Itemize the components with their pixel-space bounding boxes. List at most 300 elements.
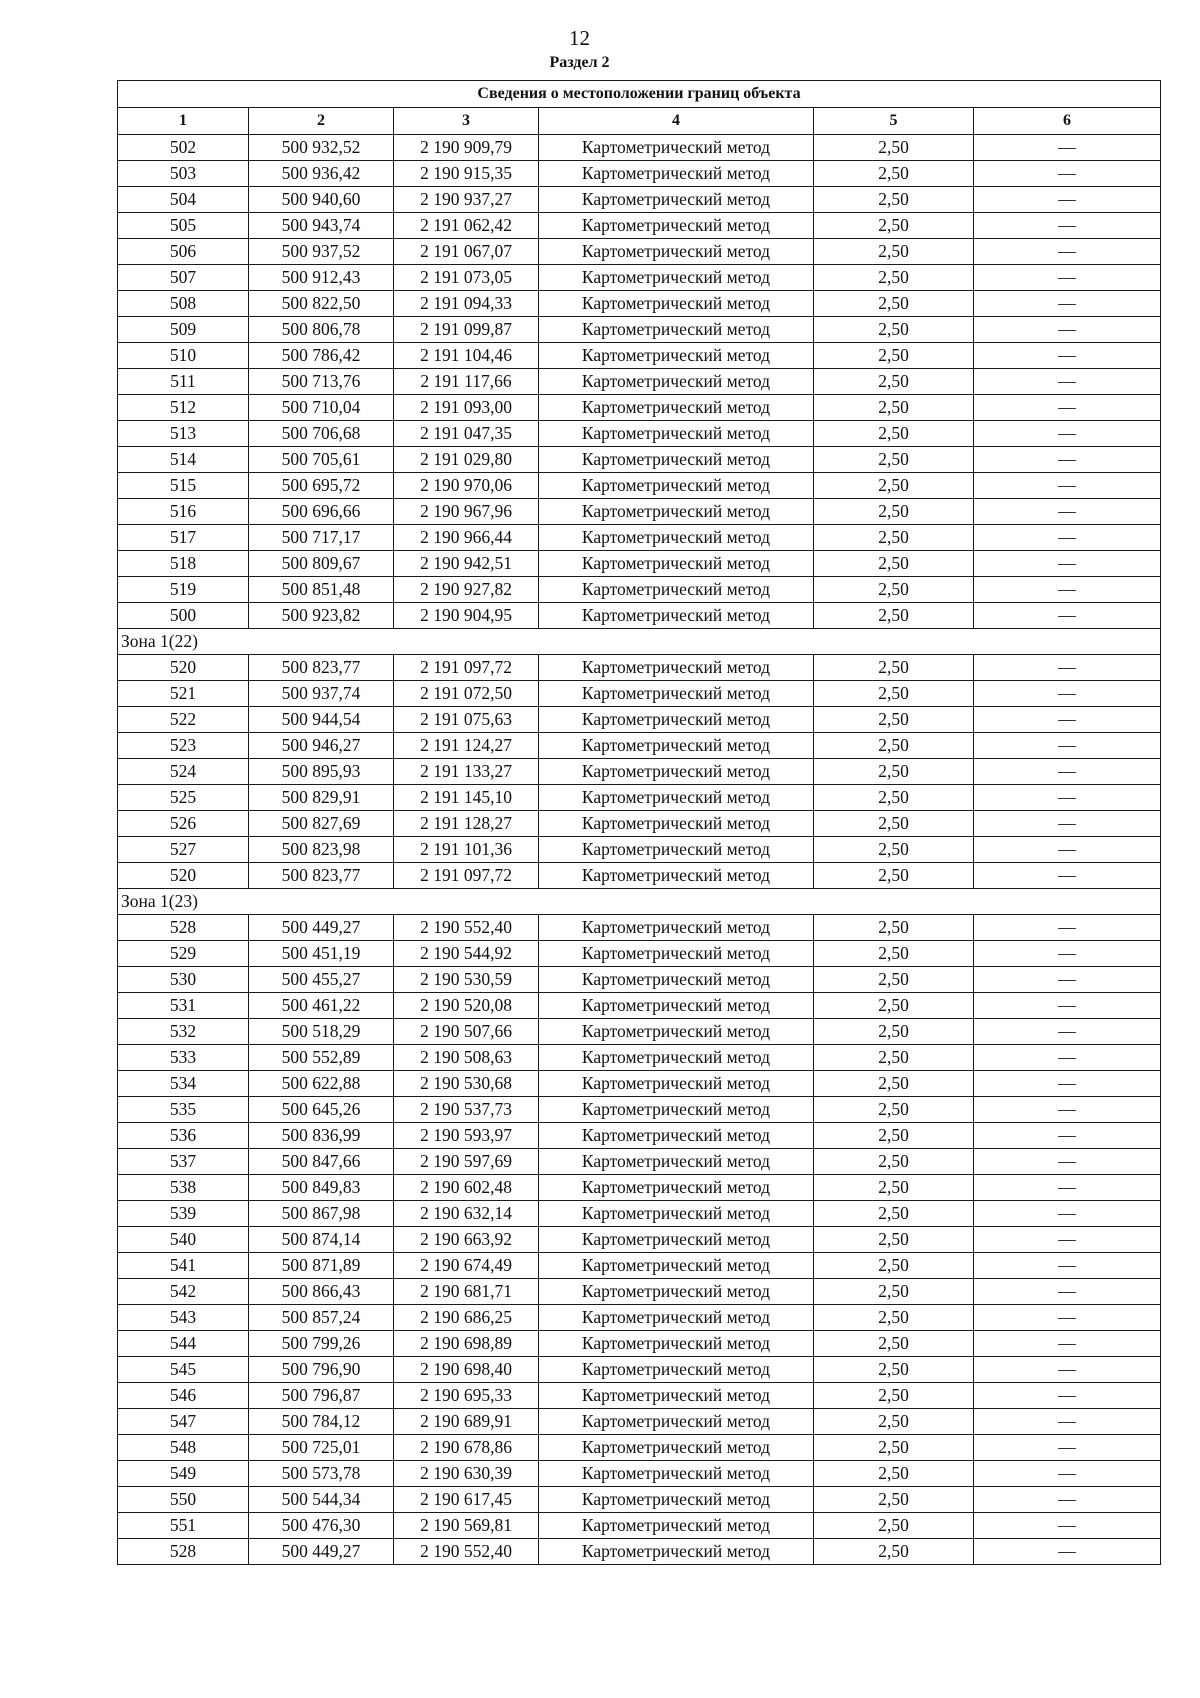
method-cell: Картометрический метод	[539, 551, 814, 577]
table-row	[118, 993, 1161, 1019]
x-coordinate-cell: 500 806,78	[249, 317, 394, 343]
table-row	[118, 317, 1161, 343]
description-cell: —	[974, 1383, 1161, 1409]
description-cell: —	[974, 837, 1161, 863]
y-coordinate-cell: 2 190 967,96	[394, 499, 539, 525]
x-coordinate-cell: 500 932,52	[249, 135, 394, 161]
x-coordinate-cell: 500 944,54	[249, 707, 394, 733]
x-coordinate-cell: 500 936,42	[249, 161, 394, 187]
y-coordinate-cell: 2 191 062,42	[394, 213, 539, 239]
description-cell: —	[974, 1305, 1161, 1331]
x-coordinate-cell: 500 857,24	[249, 1305, 394, 1331]
column-header: 5	[814, 108, 974, 135]
table-row	[118, 785, 1161, 811]
x-coordinate-cell: 500 449,27	[249, 915, 394, 941]
table-row	[118, 447, 1161, 473]
description-cell: —	[974, 967, 1161, 993]
point-number-cell: 505	[118, 213, 249, 239]
accuracy-cell: 2,50	[814, 239, 974, 265]
y-coordinate-cell: 2 191 133,27	[394, 759, 539, 785]
method-cell: Картометрический метод	[539, 1227, 814, 1253]
x-coordinate-cell: 500 451,19	[249, 941, 394, 967]
method-cell: Картометрический метод	[539, 1487, 814, 1513]
point-number-cell: 520	[118, 863, 249, 889]
accuracy-cell: 2,50	[814, 1279, 974, 1305]
accuracy-cell: 2,50	[814, 291, 974, 317]
point-number-cell: 548	[118, 1435, 249, 1461]
y-coordinate-cell: 2 190 937,27	[394, 187, 539, 213]
table-row	[118, 1019, 1161, 1045]
accuracy-cell: 2,50	[814, 1045, 974, 1071]
y-coordinate-cell: 2 190 630,39	[394, 1461, 539, 1487]
description-cell: —	[974, 993, 1161, 1019]
method-cell: Картометрический метод	[539, 837, 814, 863]
x-coordinate-cell: 500 518,29	[249, 1019, 394, 1045]
table-title: Сведения о местоположении границ объекта	[118, 81, 1161, 108]
point-number-cell: 514	[118, 447, 249, 473]
x-coordinate-cell: 500 866,43	[249, 1279, 394, 1305]
method-cell: Картометрический метод	[539, 343, 814, 369]
description-cell: —	[974, 317, 1161, 343]
accuracy-cell: 2,50	[814, 551, 974, 577]
point-number-cell: 513	[118, 421, 249, 447]
description-cell: —	[974, 1409, 1161, 1435]
y-coordinate-cell: 2 190 569,81	[394, 1513, 539, 1539]
accuracy-cell: 2,50	[814, 707, 974, 733]
y-coordinate-cell: 2 190 970,06	[394, 473, 539, 499]
description-cell: —	[974, 655, 1161, 681]
y-coordinate-cell: 2 191 145,10	[394, 785, 539, 811]
accuracy-cell: 2,50	[814, 915, 974, 941]
description-cell: —	[974, 213, 1161, 239]
description-cell: —	[974, 1513, 1161, 1539]
description-cell: —	[974, 1149, 1161, 1175]
accuracy-cell: 2,50	[814, 759, 974, 785]
y-coordinate-cell: 2 190 689,91	[394, 1409, 539, 1435]
x-coordinate-cell: 500 705,61	[249, 447, 394, 473]
method-cell: Картометрический метод	[539, 265, 814, 291]
x-coordinate-cell: 500 827,69	[249, 811, 394, 837]
x-coordinate-cell: 500 937,74	[249, 681, 394, 707]
table-row	[118, 733, 1161, 759]
description-cell: —	[974, 1461, 1161, 1487]
method-cell: Картометрический метод	[539, 1097, 814, 1123]
point-number-cell: 507	[118, 265, 249, 291]
accuracy-cell: 2,50	[814, 317, 974, 343]
method-cell: Картометрический метод	[539, 447, 814, 473]
accuracy-cell: 2,50	[814, 993, 974, 1019]
x-coordinate-cell: 500 829,91	[249, 785, 394, 811]
accuracy-cell: 2,50	[814, 1513, 974, 1539]
x-coordinate-cell: 500 552,89	[249, 1045, 394, 1071]
point-number-cell: 529	[118, 941, 249, 967]
point-number-cell: 508	[118, 291, 249, 317]
method-cell: Картометрический метод	[539, 1383, 814, 1409]
zone-row	[118, 629, 1161, 655]
accuracy-cell: 2,50	[814, 1461, 974, 1487]
method-cell: Картометрический метод	[539, 1149, 814, 1175]
table-row	[118, 1383, 1161, 1409]
table-row	[118, 525, 1161, 551]
accuracy-cell: 2,50	[814, 1149, 974, 1175]
method-cell: Картометрический метод	[539, 1409, 814, 1435]
method-cell: Картометрический метод	[539, 1331, 814, 1357]
accuracy-cell: 2,50	[814, 135, 974, 161]
y-coordinate-cell: 2 190 617,45	[394, 1487, 539, 1513]
table-row	[118, 759, 1161, 785]
y-coordinate-cell: 2 190 686,25	[394, 1305, 539, 1331]
accuracy-cell: 2,50	[814, 525, 974, 551]
description-cell: —	[974, 1227, 1161, 1253]
point-number-cell: 526	[118, 811, 249, 837]
x-coordinate-cell: 500 874,14	[249, 1227, 394, 1253]
description-cell: —	[974, 525, 1161, 551]
page-number: 12	[569, 26, 590, 50]
table-row	[118, 213, 1161, 239]
x-coordinate-cell: 500 809,67	[249, 551, 394, 577]
y-coordinate-cell: 2 191 093,00	[394, 395, 539, 421]
method-cell: Картометрический метод	[539, 785, 814, 811]
column-header: 4	[539, 108, 814, 135]
method-cell: Картометрический метод	[539, 161, 814, 187]
point-number-cell: 518	[118, 551, 249, 577]
table-row	[118, 1071, 1161, 1097]
point-number-cell: 537	[118, 1149, 249, 1175]
zone-row	[118, 889, 1161, 915]
method-cell: Картометрический метод	[539, 1201, 814, 1227]
table-row	[118, 1045, 1161, 1071]
point-number-cell: 519	[118, 577, 249, 603]
x-coordinate-cell: 500 867,98	[249, 1201, 394, 1227]
y-coordinate-cell: 2 190 927,82	[394, 577, 539, 603]
x-coordinate-cell: 500 455,27	[249, 967, 394, 993]
y-coordinate-cell: 2 191 094,33	[394, 291, 539, 317]
method-cell: Картометрический метод	[539, 733, 814, 759]
accuracy-cell: 2,50	[814, 1331, 974, 1357]
x-coordinate-cell: 500 823,98	[249, 837, 394, 863]
description-cell: —	[974, 1071, 1161, 1097]
method-cell: Картометрический метод	[539, 317, 814, 343]
description-cell: —	[974, 941, 1161, 967]
x-coordinate-cell: 500 849,83	[249, 1175, 394, 1201]
y-coordinate-cell: 2 190 698,89	[394, 1331, 539, 1357]
table-row	[118, 265, 1161, 291]
accuracy-cell: 2,50	[814, 941, 974, 967]
section-title: Раздел 2	[549, 54, 610, 71]
table-row	[118, 707, 1161, 733]
description-cell: —	[974, 1487, 1161, 1513]
table-row	[118, 915, 1161, 941]
description-cell: —	[974, 1279, 1161, 1305]
point-number-cell: 512	[118, 395, 249, 421]
y-coordinate-cell: 2 190 508,63	[394, 1045, 539, 1071]
description-cell: —	[974, 603, 1161, 629]
accuracy-cell: 2,50	[814, 837, 974, 863]
point-number-cell: 509	[118, 317, 249, 343]
table-row	[118, 681, 1161, 707]
accuracy-cell: 2,50	[814, 1487, 974, 1513]
y-coordinate-cell: 2 191 104,46	[394, 343, 539, 369]
table-row	[118, 1487, 1161, 1513]
table-row	[118, 1123, 1161, 1149]
table-row	[118, 1539, 1161, 1565]
x-coordinate-cell: 500 847,66	[249, 1149, 394, 1175]
description-cell: —	[974, 161, 1161, 187]
table-row	[118, 135, 1161, 161]
method-cell: Картометрический метод	[539, 1305, 814, 1331]
description-cell: —	[974, 707, 1161, 733]
column-header: 1	[118, 108, 249, 135]
description-cell: —	[974, 1539, 1161, 1565]
method-cell: Картометрический метод	[539, 993, 814, 1019]
accuracy-cell: 2,50	[814, 1253, 974, 1279]
description-cell: —	[974, 1019, 1161, 1045]
y-coordinate-cell: 2 190 597,69	[394, 1149, 539, 1175]
point-number-cell: 523	[118, 733, 249, 759]
accuracy-cell: 2,50	[814, 343, 974, 369]
accuracy-cell: 2,50	[814, 265, 974, 291]
point-number-cell: 528	[118, 1539, 249, 1565]
accuracy-cell: 2,50	[814, 473, 974, 499]
description-cell: —	[974, 369, 1161, 395]
x-coordinate-cell: 500 786,42	[249, 343, 394, 369]
accuracy-cell: 2,50	[814, 447, 974, 473]
method-cell: Картометрический метод	[539, 1071, 814, 1097]
table-row	[118, 343, 1161, 369]
accuracy-cell: 2,50	[814, 1539, 974, 1565]
description-cell: —	[974, 811, 1161, 837]
method-cell: Картометрический метод	[539, 1539, 814, 1565]
accuracy-cell: 2,50	[814, 863, 974, 889]
x-coordinate-cell: 500 836,99	[249, 1123, 394, 1149]
x-coordinate-cell: 500 822,50	[249, 291, 394, 317]
description-cell: —	[974, 733, 1161, 759]
point-number-cell: 540	[118, 1227, 249, 1253]
y-coordinate-cell: 2 191 101,36	[394, 837, 539, 863]
accuracy-cell: 2,50	[814, 811, 974, 837]
description-cell: —	[974, 1201, 1161, 1227]
point-number-cell: 521	[118, 681, 249, 707]
method-cell: Картометрический метод	[539, 1123, 814, 1149]
point-number-cell: 525	[118, 785, 249, 811]
description-cell: —	[974, 1097, 1161, 1123]
y-coordinate-cell: 2 191 124,27	[394, 733, 539, 759]
x-coordinate-cell: 500 912,43	[249, 265, 394, 291]
accuracy-cell: 2,50	[814, 1305, 974, 1331]
accuracy-cell: 2,50	[814, 213, 974, 239]
table-row	[118, 161, 1161, 187]
method-cell: Картометрический метод	[539, 1045, 814, 1071]
point-number-cell: 510	[118, 343, 249, 369]
table-row	[118, 499, 1161, 525]
x-coordinate-cell: 500 449,27	[249, 1539, 394, 1565]
point-number-cell: 520	[118, 655, 249, 681]
point-number-cell: 541	[118, 1253, 249, 1279]
table-row	[118, 603, 1161, 629]
accuracy-cell: 2,50	[814, 655, 974, 681]
column-header: 3	[394, 108, 539, 135]
x-coordinate-cell: 500 823,77	[249, 863, 394, 889]
point-number-cell: 527	[118, 837, 249, 863]
description-cell: —	[974, 499, 1161, 525]
point-number-cell: 536	[118, 1123, 249, 1149]
point-number-cell: 550	[118, 1487, 249, 1513]
y-coordinate-cell: 2 191 099,87	[394, 317, 539, 343]
table-row	[118, 421, 1161, 447]
accuracy-cell: 2,50	[814, 421, 974, 447]
zone-label: Зона 1(22)	[118, 629, 1161, 655]
table-row	[118, 187, 1161, 213]
y-coordinate-cell: 2 190 915,35	[394, 161, 539, 187]
x-coordinate-cell: 500 706,68	[249, 421, 394, 447]
point-number-cell: 528	[118, 915, 249, 941]
table-row	[118, 1409, 1161, 1435]
table-row	[118, 863, 1161, 889]
x-coordinate-cell: 500 871,89	[249, 1253, 394, 1279]
table-row	[118, 655, 1161, 681]
description-cell: —	[974, 915, 1161, 941]
table-body	[118, 135, 1161, 1565]
accuracy-cell: 2,50	[814, 603, 974, 629]
point-number-cell: 549	[118, 1461, 249, 1487]
point-number-cell: 502	[118, 135, 249, 161]
x-coordinate-cell: 500 725,01	[249, 1435, 394, 1461]
accuracy-cell: 2,50	[814, 1357, 974, 1383]
point-number-cell: 535	[118, 1097, 249, 1123]
accuracy-cell: 2,50	[814, 577, 974, 603]
method-cell: Картометрический метод	[539, 1253, 814, 1279]
table-row	[118, 1201, 1161, 1227]
table-row	[118, 837, 1161, 863]
x-coordinate-cell: 500 796,90	[249, 1357, 394, 1383]
y-coordinate-cell: 2 191 029,80	[394, 447, 539, 473]
y-coordinate-cell: 2 190 537,73	[394, 1097, 539, 1123]
x-coordinate-cell: 500 943,74	[249, 213, 394, 239]
y-coordinate-cell: 2 190 681,71	[394, 1279, 539, 1305]
column-header: 2	[249, 108, 394, 135]
point-number-cell: 534	[118, 1071, 249, 1097]
y-coordinate-cell: 2 190 544,92	[394, 941, 539, 967]
y-coordinate-cell: 2 190 552,40	[394, 915, 539, 941]
table-row	[118, 473, 1161, 499]
accuracy-cell: 2,50	[814, 187, 974, 213]
y-coordinate-cell: 2 191 047,35	[394, 421, 539, 447]
point-number-cell: 506	[118, 239, 249, 265]
x-coordinate-cell: 500 710,04	[249, 395, 394, 421]
y-coordinate-cell: 2 190 698,40	[394, 1357, 539, 1383]
x-coordinate-cell: 500 695,72	[249, 473, 394, 499]
method-cell: Картометрический метод	[539, 1357, 814, 1383]
description-cell: —	[974, 1435, 1161, 1461]
method-cell: Картометрический метод	[539, 135, 814, 161]
x-coordinate-cell: 500 923,82	[249, 603, 394, 629]
point-number-cell: 533	[118, 1045, 249, 1071]
table-row	[118, 291, 1161, 317]
description-cell: —	[974, 1357, 1161, 1383]
column-header: 6	[974, 108, 1161, 135]
y-coordinate-cell: 2 190 602,48	[394, 1175, 539, 1201]
accuracy-cell: 2,50	[814, 1227, 974, 1253]
point-number-cell: 516	[118, 499, 249, 525]
accuracy-cell: 2,50	[814, 785, 974, 811]
table-row	[118, 1461, 1161, 1487]
y-coordinate-cell: 2 191 097,72	[394, 863, 539, 889]
accuracy-cell: 2,50	[814, 1019, 974, 1045]
description-cell: —	[974, 785, 1161, 811]
accuracy-cell: 2,50	[814, 499, 974, 525]
method-cell: Картометрический метод	[539, 473, 814, 499]
table-row	[118, 577, 1161, 603]
point-number-cell: 546	[118, 1383, 249, 1409]
accuracy-cell: 2,50	[814, 1123, 974, 1149]
method-cell: Картометрический метод	[539, 681, 814, 707]
table-row	[118, 1279, 1161, 1305]
y-coordinate-cell: 2 190 520,08	[394, 993, 539, 1019]
accuracy-cell: 2,50	[814, 1071, 974, 1097]
point-number-cell: 524	[118, 759, 249, 785]
point-number-cell: 517	[118, 525, 249, 551]
x-coordinate-cell: 500 717,17	[249, 525, 394, 551]
description-cell: —	[974, 135, 1161, 161]
y-coordinate-cell: 2 191 128,27	[394, 811, 539, 837]
point-number-cell: 503	[118, 161, 249, 187]
method-cell: Картометрический метод	[539, 1175, 814, 1201]
y-coordinate-cell: 2 190 909,79	[394, 135, 539, 161]
accuracy-cell: 2,50	[814, 161, 974, 187]
description-cell: —	[974, 343, 1161, 369]
method-cell: Картометрический метод	[539, 577, 814, 603]
y-coordinate-cell: 2 190 678,86	[394, 1435, 539, 1461]
description-cell: —	[974, 551, 1161, 577]
x-coordinate-cell: 500 851,48	[249, 577, 394, 603]
x-coordinate-cell: 500 895,93	[249, 759, 394, 785]
x-coordinate-cell: 500 573,78	[249, 1461, 394, 1487]
x-coordinate-cell: 500 544,34	[249, 1487, 394, 1513]
description-cell: —	[974, 395, 1161, 421]
y-coordinate-cell: 2 191 073,05	[394, 265, 539, 291]
description-cell: —	[974, 1331, 1161, 1357]
table-row	[118, 1331, 1161, 1357]
point-number-cell: 500	[118, 603, 249, 629]
table-row	[118, 369, 1161, 395]
accuracy-cell: 2,50	[814, 681, 974, 707]
method-cell: Картометрический метод	[539, 213, 814, 239]
accuracy-cell: 2,50	[814, 395, 974, 421]
table-row	[118, 395, 1161, 421]
accuracy-cell: 2,50	[814, 1409, 974, 1435]
table-row	[118, 1357, 1161, 1383]
point-number-cell: 511	[118, 369, 249, 395]
point-number-cell: 522	[118, 707, 249, 733]
description-cell: —	[974, 239, 1161, 265]
y-coordinate-cell: 2 190 507,66	[394, 1019, 539, 1045]
method-cell: Картометрический метод	[539, 1513, 814, 1539]
method-cell: Картометрический метод	[539, 291, 814, 317]
method-cell: Картометрический метод	[539, 863, 814, 889]
description-cell: —	[974, 863, 1161, 889]
table-row	[118, 1175, 1161, 1201]
method-cell: Картометрический метод	[539, 369, 814, 395]
point-number-cell: 543	[118, 1305, 249, 1331]
table-row	[118, 941, 1161, 967]
table-row	[118, 811, 1161, 837]
method-cell: Картометрический метод	[539, 941, 814, 967]
zone-label: Зона 1(23)	[118, 889, 1161, 915]
point-number-cell: 530	[118, 967, 249, 993]
x-coordinate-cell: 500 461,22	[249, 993, 394, 1019]
point-number-cell: 542	[118, 1279, 249, 1305]
point-number-cell: 504	[118, 187, 249, 213]
